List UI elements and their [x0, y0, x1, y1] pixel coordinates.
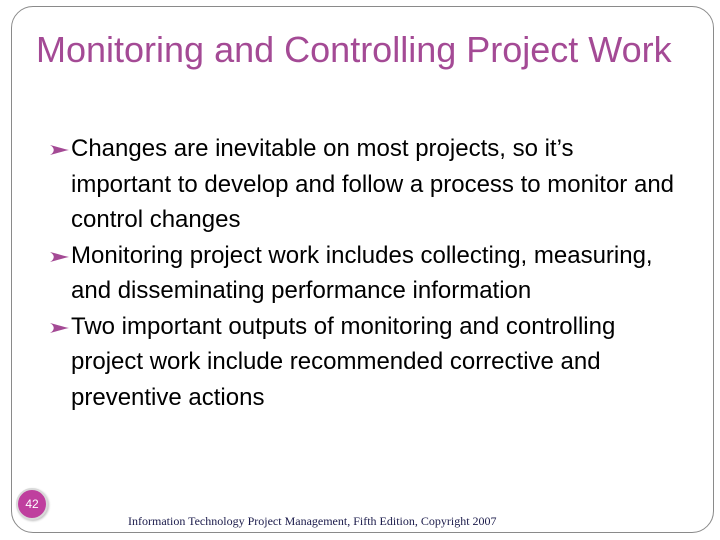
bullet-arrow-icon: [48, 251, 70, 263]
bullet-arrow-icon: [48, 322, 70, 334]
page-number: 42: [25, 497, 39, 511]
bullet-arrow-icon: [48, 144, 70, 156]
bullet-item: [48, 131, 678, 238]
bullet-item: [48, 238, 678, 309]
bullet-text: Monitoring project work includes collecting, measuring, and disseminating performance information: [71, 241, 653, 304]
bullet-text: Changes are inevitable on most projects, so it’s important to develop and follow a process to monitor and control changes: [71, 135, 675, 233]
bullet-item: [48, 309, 678, 416]
slide-title: Monitoring and Controlling Project Work: [36, 29, 672, 70]
bullet-list: [48, 131, 678, 415]
bullet-text: Two important outputs of monitoring and controlling project work include recommended corrective and preventive actions: [71, 312, 616, 411]
slide-footer: Information Technology Project Management, Fifth Edition, Copyright 2007: [128, 514, 497, 528]
page-number-badge: [16, 488, 48, 520]
